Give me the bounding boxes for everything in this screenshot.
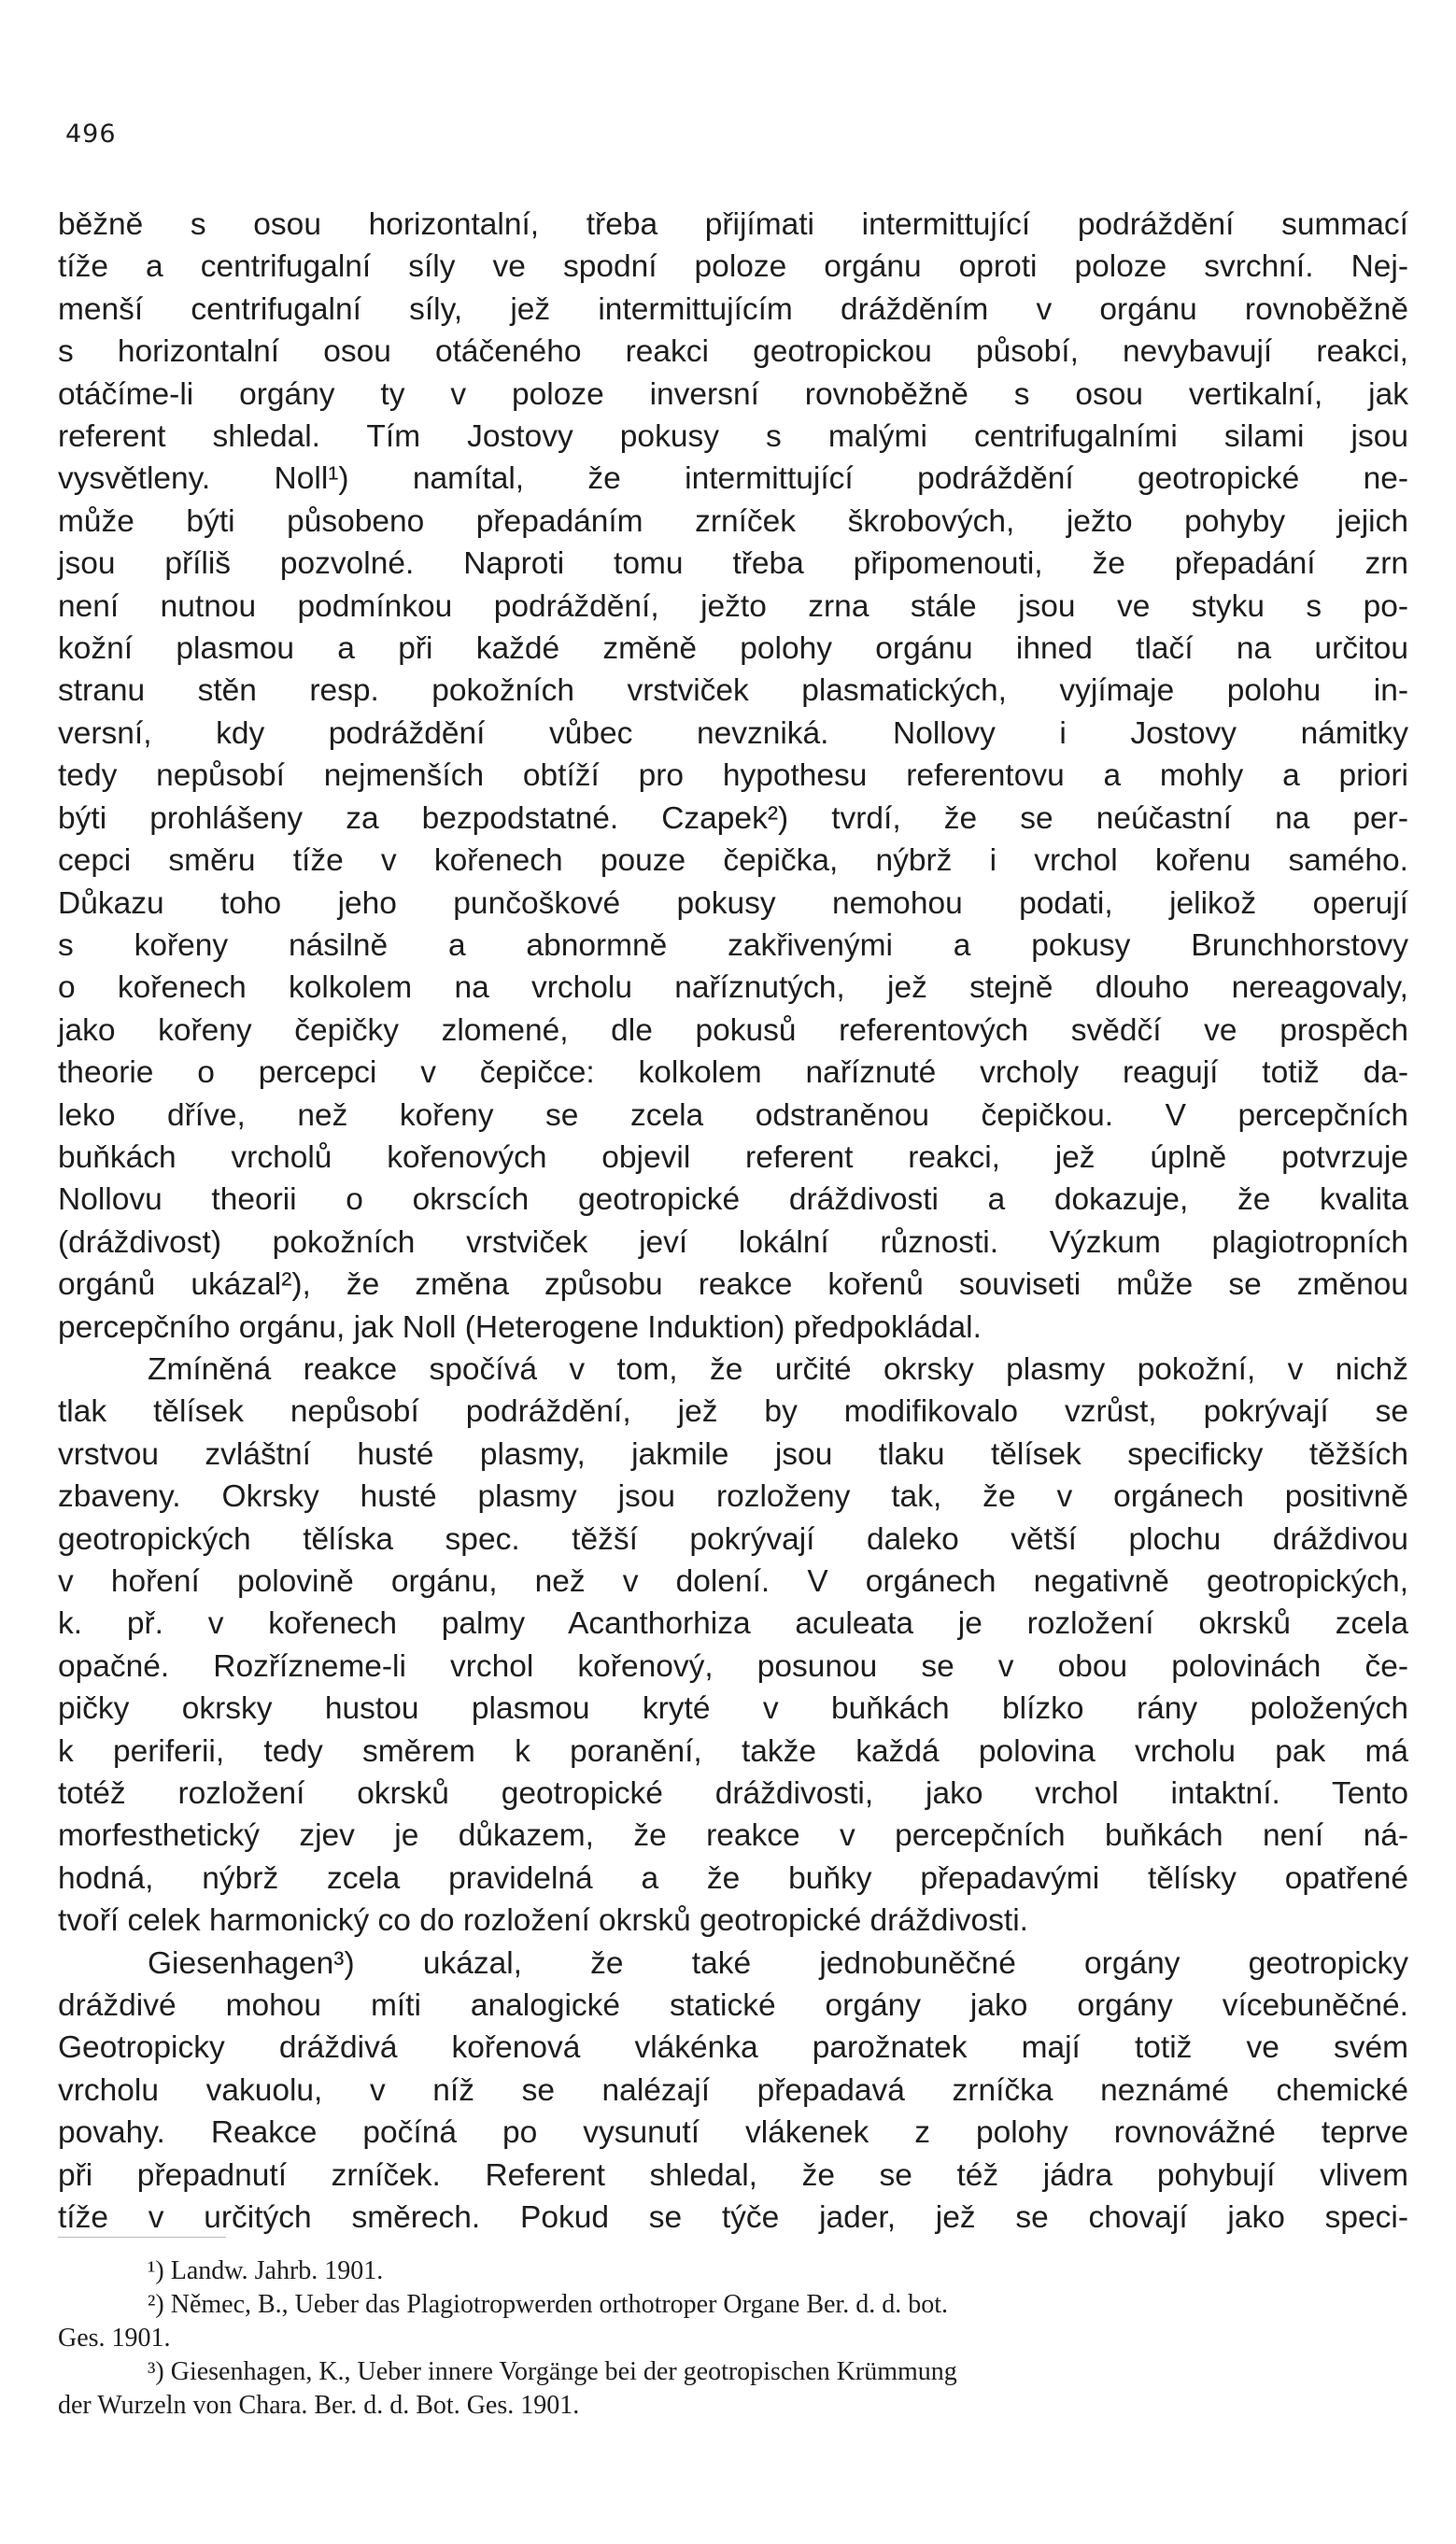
footnote-line: Ges. 1901.	[58, 2324, 171, 2353]
text-line: může býti působeno přepadáním zrníček škrobových, ježto pohyby jejich	[58, 503, 1408, 539]
text-line: není nutnou podmínkou podráždění, ježto zrna stále jsou ve styku s po-	[58, 588, 1408, 624]
text-line: geotropických tělíska spec. těžší pokrývají daleko větší plochu dráždivou	[58, 1521, 1408, 1557]
text-line: buňkách vrcholů kořenových objevil referent reakci, jež úplně potvrzuje	[58, 1139, 1408, 1175]
text-line: hodná, nýbrž zcela pravidelná a že buňky přepadavými tělísky opatřené	[58, 1860, 1408, 1896]
text-line: tíže v určitých směrech. Pokud se týče jader, jež se chovají jako speci-	[58, 2200, 1408, 2236]
text-line: k. př. v kořenech palmy Acanthorhiza aculeata je rozložení okrsků zcela	[58, 1606, 1408, 1642]
text-line: orgánů ukázal²), že změna způsobu reakce kořenů souviseti může se změnou	[58, 1267, 1408, 1303]
text-line: opačné. Rozřízneme-li vrchol kořenový, posunou se v obou polovinách če-	[58, 1648, 1408, 1684]
text-line: Giesenhagen³) ukázal, že také jednobuněčné orgány geotropicky	[148, 1945, 1408, 1981]
footnotes	[58, 2254, 1408, 2423]
text-line: tedy nepůsobí nejmenších obtíží pro hypothesu referentovu a mohly a priori	[58, 758, 1408, 794]
text-line: k periferii, tedy směrem k poranění, takže každá polovina vrcholu pak má	[58, 1733, 1408, 1769]
text-line: jako kořeny čepičky zlomené, dle pokusů referentových svědčí ve prospěch	[58, 1012, 1408, 1048]
text-line: Důkazu toho jeho punčoškové pokusy nemohou podati, jelikož operují	[58, 885, 1408, 921]
text-line: totéž rozložení okrsků geotropické dráždivosti, jako vrchol intaktní. Tento	[58, 1776, 1408, 1812]
text-line: stranu stěn resp. pokožních vrstviček plasmatických, vyjímaje polohu in-	[58, 673, 1408, 709]
footnote-line: ³) Giesenhagen, K., Ueber innere Vorgänge bei der geotropischen Krümmung	[148, 2357, 957, 2386]
text-line: pičky okrsky hustou plasmou kryté v buňkách blízko rány položených	[58, 1691, 1408, 1727]
text-line: v hoření polovině orgánu, než v dolení. V orgánech negativně geotropických,	[58, 1564, 1408, 1599]
text-line: býti prohlášeny za bezpodstatné. Czapek²) tvrdí, že se neúčastní na per-	[58, 800, 1408, 836]
text-line: s kořeny násilně a abnormně zakřivenými a pokusy Brunchhorstovy	[58, 927, 1408, 963]
text-line: Nollovu theorii o okrscích geotropické dráždivosti a dokazuje, že kvalita	[58, 1182, 1408, 1218]
text-line: menší centrifugalní síly, jež intermittujícím drážděním v orgánu rovnoběžně	[58, 291, 1408, 327]
text-line: leko dříve, než kořeny se zcela odstraněnou čepičkou. V percepčních	[58, 1097, 1408, 1133]
page-number: 496	[65, 120, 117, 148]
text-line: vysvětleny. Noll¹) namítal, že intermittující podráždění geotropické ne-	[58, 461, 1408, 497]
text-line: (dráždivost) pokožních vrstviček jeví lokální různosti. Výzkum plagiotropních	[58, 1224, 1408, 1260]
text-line: při přepadnutí zrníček. Referent shledal, že se též jádra pohybují vlivem	[58, 2157, 1408, 2193]
text-line: versní, kdy podráždění vůbec nevzniká. Nollovy i Jostovy námitky	[58, 715, 1408, 751]
text-line: tlak tělísek nepůsobí podráždění, jež by modifikovalo vzrůst, pokrývají se	[58, 1394, 1408, 1430]
footnote-line: der Wurzeln von Chara. Ber. d. d. Bot. Ges. 1901.	[58, 2391, 580, 2420]
text-line: o kořenech kolkolem na vrcholu naříznutých, jež stejně dlouho nereagovaly,	[58, 970, 1408, 1006]
text-line: povahy. Reakce počíná po vysunutí vlákenek z polohy rovnovážné teprve	[58, 2115, 1408, 2151]
text-line: tvoří celek harmonický co do rozložení okrsků geotropické dráždivosti.	[58, 1903, 1028, 1939]
footnote-line: ²) Němec, B., Ueber das Plagiotropwerden orthotroper Organe Ber. d. d. bot.	[148, 2290, 948, 2319]
text-line: tíže a centrifugalní síly ve spodní poloze orgánu oproti poloze svrchní. Nej-	[58, 249, 1408, 285]
text-line: zbaveny. Okrsky husté plasmy jsou rozloženy tak, že v orgánech positivně	[58, 1479, 1408, 1515]
text-line: běžně s osou horizontalní, třeba přijímati intermittující podráždění summací	[58, 207, 1408, 242]
footnote-line: ¹) Landw. Jahrb. 1901.	[148, 2256, 384, 2285]
text-line: dráždivé mohou míti analogické statické orgány jako orgány vícebuněčné.	[58, 1988, 1408, 2024]
text-line: Zmíněná reakce spočívá v tom, že určité okrsky plasmy pokožní, v nichž	[148, 1351, 1408, 1387]
text-line: theorie o percepci v čepičce: kolkolem naříznuté vrcholy reagují totiž da-	[58, 1055, 1408, 1091]
text-line: s horizontalní osou otáčeného reakci geotropickou působí, nevybavují reakci,	[58, 334, 1408, 370]
body-text	[58, 204, 1408, 2240]
text-line: morfesthetický zjev je důkazem, že reakce v percepčních buňkách není ná-	[58, 1818, 1408, 1854]
text-line: otáčíme-li orgány ty v poloze inversní rovnoběžně s osou vertikalní, jak	[58, 376, 1408, 412]
text-line: jsou příliš pozvolné. Naproti tomu třeba připomenouti, že přepadání zrn	[58, 546, 1408, 582]
footnote-separator	[58, 2237, 226, 2238]
text-line: vrcholu vakuolu, v níž se nalézají přepadavá zrníčka neznámé chemické	[58, 2072, 1408, 2108]
text-line: vrstvou zvláštní husté plasmy, jakmile jsou tlaku tělísek specificky těžších	[58, 1436, 1408, 1472]
text-line: referent shledal. Tím Jostovy pokusy s malými centrifugalními silami jsou	[58, 419, 1408, 455]
text-line: Geotropicky dráždivá kořenová vlákénka parožnatek mají totiž ve svém	[58, 2030, 1408, 2066]
text-line: percepčního orgánu, jak Noll (Heterogene Induktion) předpokládal.	[58, 1309, 982, 1345]
text-line: cepci směru tíže v kořenech pouze čepička, nýbrž i vrchol kořenu samého.	[58, 843, 1408, 879]
text-line: kožní plasmou a při každé změně polohy orgánu ihned tlačí na určitou	[58, 631, 1408, 667]
